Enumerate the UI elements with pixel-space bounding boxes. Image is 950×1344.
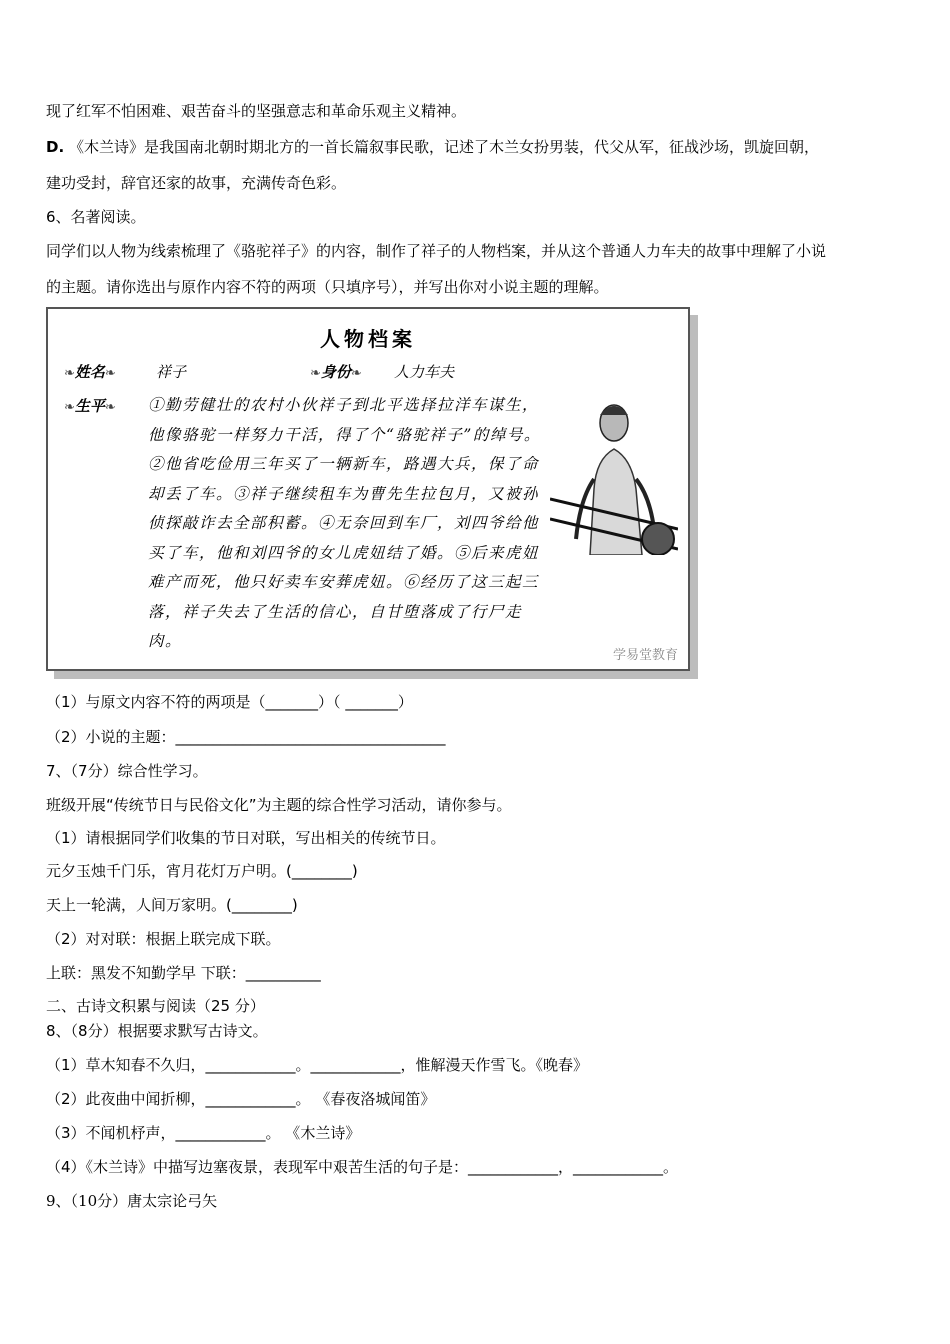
section-2-title: 二、古诗文积累与阅读（25 分） xyxy=(46,997,265,1015)
ornament-icon: ❧ xyxy=(104,366,116,381)
question-7-title: 7、（7分）综合性学习。 xyxy=(46,762,208,780)
couplet-2: 天上一轮满，人间万家明。(________) xyxy=(46,896,298,914)
bio-label: 生平 xyxy=(74,397,105,415)
couplet-3: 上联：黑发不知勤学早 下联：__________ xyxy=(46,964,321,982)
question-6-sub2: （2）小说的主题：____________________________________ xyxy=(46,728,446,746)
card-title: 人物档案 xyxy=(320,327,416,351)
option-d xyxy=(46,137,819,157)
question-6-para: 的主题。请你选出与原作内容不符的两项（只填序号），并写出你对小说主题的理解。 xyxy=(46,278,609,296)
name-value: 祥子 xyxy=(156,363,187,381)
ornament-icon: ❧ xyxy=(104,400,116,415)
question-7-sub1: （1）请根据同学们收集的节日对联，写出相关的传统节日。 xyxy=(46,829,446,847)
text-line: 现了红军不怕困难、艰苦奋斗的坚强意志和革命乐观主义精神。 xyxy=(46,102,467,120)
character-profile-card xyxy=(46,307,690,671)
biography-text: ①勤劳健壮的农村小伙祥子到北平选择拉洋车谋生，他像骆驼一样努力干活，得了个“骆驼祥子”的绰号。②他省吃俭用三年买了一辆新车，路遇大兵，保了命却丢了车。③祥子继续租车为曹先生拉包月，又被孙侦探敲诈去全部积蓄。④无奈回到车厂，刘四爷给他买了车，他和刘四爷的女儿虎妞结了婚。⑤后来虎妞难产而死，他只好卖车安葬虎妞。⑥经历了这三起三落，祥子失去了生活的信心，自甘堕落成了行尸走肉。 xyxy=(148,396,541,650)
option-d-text: 《木兰诗》是我国南北朝时期北方的一首长篇叙事民歌，记述了木兰女扮男装，代父从军，征战沙场，凯旋回朝， xyxy=(68,138,819,156)
text-line: 建功受封，辞官还家的故事，充满传奇色彩。 xyxy=(46,174,347,192)
question-6-title: 6、名著阅读。 xyxy=(46,208,146,226)
question-9-title: 9、（10分）唐太宗论弓矢 xyxy=(46,1192,218,1210)
name-tag xyxy=(64,361,116,382)
name-label: 姓名 xyxy=(74,363,105,381)
ornament-icon: ❧ xyxy=(64,366,75,381)
couplet-1: 元夕玉烛千门乐，宵月花灯万户明。(________) xyxy=(46,862,358,880)
question-8-sub4: （4）《木兰诗》中描写边塞夜景，表现军中艰苦生活的句子是：____________，____________。 xyxy=(46,1158,679,1176)
ornament-icon: ❧ xyxy=(310,366,321,381)
identity-label: 身份 xyxy=(320,363,351,381)
watermark: 学易堂教育 xyxy=(612,648,678,663)
question-8-title: 8、（8分）根据要求默写古诗文。 xyxy=(46,1022,268,1040)
option-d-label: D. xyxy=(46,138,65,156)
question-8-sub1: （1）草木知春不久归，____________。____________，惟解漫天作雪飞。《晚春》 xyxy=(46,1056,589,1074)
bio-tag xyxy=(64,395,116,416)
question-7-para: 班级开展“传统节日与民俗文化”为主题的综合性学习活动，请你参与。 xyxy=(46,796,512,814)
question-6-para: 同学们以人物为线索梳理了《骆驼祥子》的内容，制作了祥子的人物档案，并从这个普通人力车夫的故事中理解了小说 xyxy=(46,242,827,260)
identity-value: 人力车夫 xyxy=(394,363,455,381)
question-8-sub2: （2）此夜曲中闻折柳，____________。 《春夜洛城闻笛》 xyxy=(46,1090,436,1108)
question-6-sub1: （1）与原文内容不符的两项是（_______）（ _______） xyxy=(46,693,413,711)
identity-tag xyxy=(310,361,362,382)
question-7-sub2: （2）对对联：根据上联完成下联。 xyxy=(46,930,281,948)
ornament-icon: ❧ xyxy=(350,366,362,381)
rickshaw-puller-illustration xyxy=(550,379,678,555)
question-8-sub3: （3）不闻机杼声，____________。 《木兰诗》 xyxy=(46,1124,361,1142)
ornament-icon: ❧ xyxy=(64,400,75,415)
